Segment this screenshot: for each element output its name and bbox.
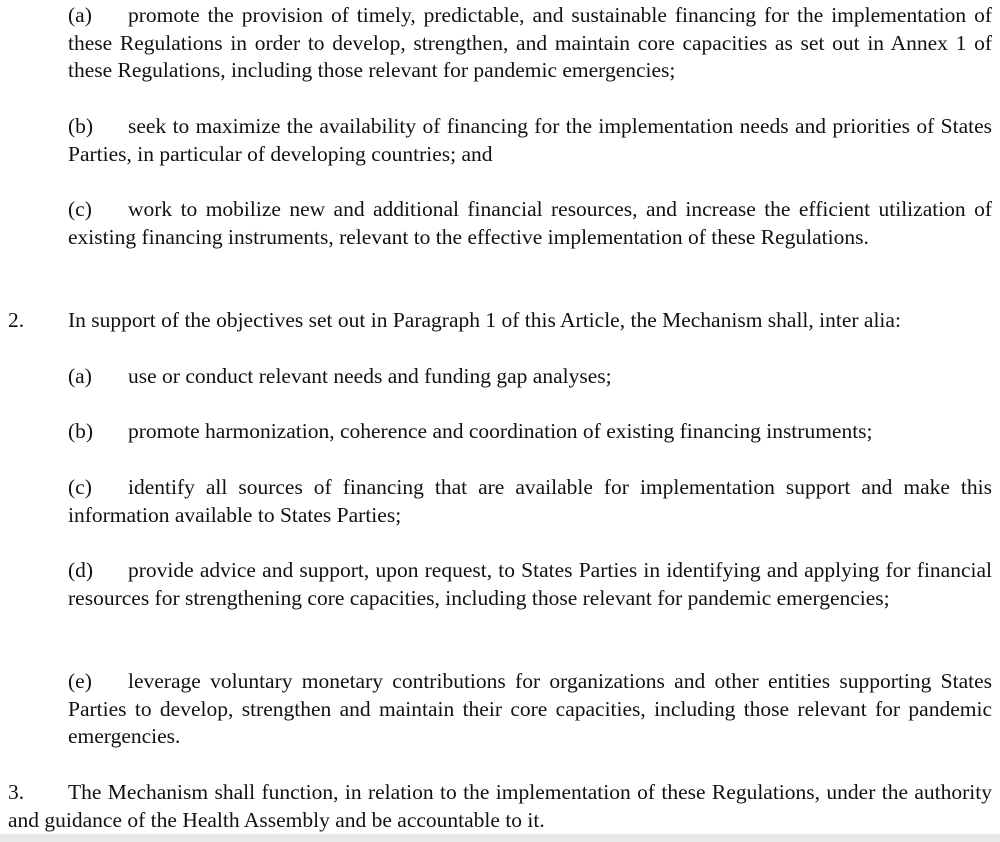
paragraph-text: In support of the objectives set out in Paragraph 1 of this Article, the Mechanism shall, inter alia:	[68, 308, 901, 332]
item-text: promote harmonization, coherence and coordination of existing financing instruments;	[128, 419, 873, 443]
item-label: (a)	[68, 3, 92, 27]
objective-a	[68, 2, 992, 85]
item-text: work to mobilize new and additional financial resources, and increase the efficient utilization of existing financing instruments, relevant to the effective implementation of these Regulations.	[68, 197, 992, 249]
item-text: leverage voluntary monetary contributions for organizations and other entities supporting States Parties to develop, strengthen and maintain their core capacities, including those relevant for pandemic emergencies.	[68, 669, 992, 748]
item-text: use or conduct relevant needs and funding gap analyses;	[128, 364, 612, 388]
paragraph-3	[8, 779, 992, 834]
paragraph-2-item-e	[68, 668, 992, 751]
objective-b	[68, 113, 992, 168]
item-label: (d)	[68, 558, 94, 582]
paragraph-number: 2.	[8, 308, 25, 332]
item-label: (b)	[68, 114, 94, 138]
item-text: identify all sources of financing that are available for implementation support and make this information available to States Parties;	[68, 475, 992, 527]
paragraph-text: The Mechanism shall function, in relation to the implementation of these Regulations, under the authority and guidance of the Health Assembly and be accountable to it.	[8, 780, 992, 832]
paragraph-2-item-b	[68, 418, 992, 446]
item-label: (e)	[68, 669, 92, 693]
item-label: (b)	[68, 419, 94, 443]
objective-c	[68, 196, 992, 251]
paragraph-2-item-a	[68, 363, 992, 391]
item-text: promote the provision of timely, predictable, and sustainable financing for the implementation of these Regulations in order to develop, strengthen, and maintain core capacities as set out in Annex 1 of these Regulations, including those relevant for pandemic emergencies;	[68, 3, 992, 82]
page-bottom-edge	[0, 834, 1000, 842]
paragraph-2	[8, 307, 992, 335]
item-label: (c)	[68, 197, 92, 221]
paragraph-2-item-c	[68, 474, 992, 529]
paragraph-number: 3.	[8, 780, 25, 804]
item-label: (a)	[68, 364, 92, 388]
item-text: seek to maximize the availability of financing for the implementation needs and priorities of States Parties, in particular of developing countries; and	[68, 114, 992, 166]
paragraph-2-item-d	[68, 557, 992, 612]
item-label: (c)	[68, 475, 92, 499]
item-text: provide advice and support, upon request, to States Parties in identifying and applying for financial resources for strengthening core capacities, including those relevant for pandemic emergencies;	[68, 558, 992, 610]
